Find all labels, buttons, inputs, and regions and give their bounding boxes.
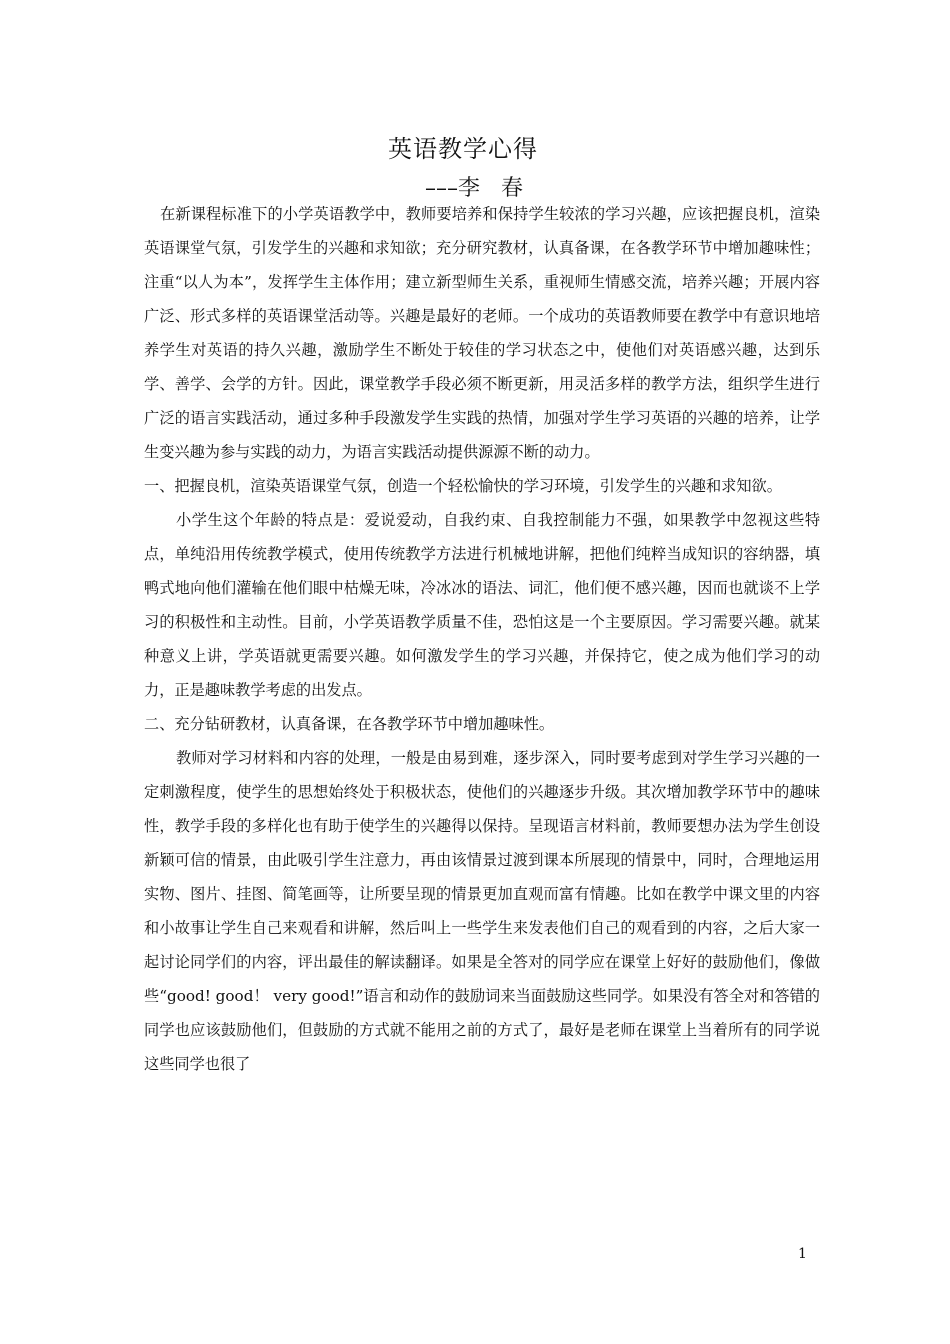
document-body bbox=[144, 197, 820, 1081]
paragraph-section-1: 小学生这个年龄的特点是：爱说爱动，自我约束、自我控制能力不强，如果教学中忽视这些特点，单纯沿用传统教学模式，使用传统教学方法进行机械地讲解，把他们纯粹当成知识的容纳器，填鸭式地向他们灌输在他们眼中枯燥无味，冷冰冰的语法、词汇，他们便不感兴趣，因而也就谈不上学习的积极性和主动性。目前，小学英语教学质量不佳，恐怕这是一个主要原因。学习需要兴趣。就某种意义上讲，学英语就更需要兴趣。如何激发学生的学习兴趣，并保持它，使之成为他们学习的动力，正是趣味教学考虑的出发点。 bbox=[144, 511, 820, 699]
page-number: 1 bbox=[798, 1246, 807, 1262]
document-author: –––李 春 bbox=[425, 176, 523, 201]
paragraph-section-2: 教师对学习材料和内容的处理，一般是由易到难，逐步深入，同时要考虑到对学生学习兴趣的一定刺激程度，使学生的思想始终处于积极状态，使他们的兴趣逐步升级。其次增加教学环节中的趣味性，教学手段的多样化也有助于使学生的兴趣得以保持。呈现语言材料前，教师要想办法为学生创设新颖可信的情景，由此吸引学生注意力，再由该情景过渡到课本所展现的情景中，同时，合理地运用实物、图片、挂图、简笔画等，让所要呈现的情景更加直观而富有情趣。比如在教学中课文里的内容和小故事让学生自己来观看和讲解，然后叫上一些学生来发表他们自己的观看到的内容，之后大家一起讨论同学们的内容，评出最佳的解读翻译。如果是全答对的同学应在课堂上好好的鼓励他们，像做些“good! good！ very good!”语言和动作的鼓励词来当面鼓励这些同学。如果没有答全对和答错的同学也应该鼓励他们，但鼓励的方式就不能用之前的方式了，最好是老师在课堂上当着所有的同学说这些同学也很了 bbox=[144, 749, 820, 1073]
document-title: 英语教学心得 bbox=[388, 135, 538, 163]
section-heading-2: 二、充分钻研教材，认真备课，在各教学环节中增加趣味性。 bbox=[144, 715, 555, 733]
section-heading-1: 一、把握良机，渲染英语课堂气氛，创造一个轻松愉快的学习环境，引发学生的兴趣和求知欲。 bbox=[144, 477, 782, 495]
paragraph-intro: 在新课程标准下的小学英语教学中，教师要培养和保持学生较浓的学习兴趣，应该把握良机，渲染英语课堂气氛，引发学生的兴趣和求知欲；充分研究教材，认真备课，在各教学环节中增加趣味性；注重“以人为本”，发挥学生主体作用；建立新型师生关系，重视师生情感交流，培养兴趣；开展内容广泛、形式多样的英语课堂活动等。兴趣是最好的老师。一个成功的英语教师要在教学中有意识地培养学生对英语的持久兴趣，激励学生不断处于较佳的学习状态之中，使他们对英语感兴趣，达到乐学、善学、会学的方针。因此，课堂教学手段必须不断更新，用灵活多样的教学方法，组织学生进行广泛的语言实践活动，通过多种手段激发学生实践的热情，加强对学生学习英语的兴趣的培养，让学生变兴趣为参与实践的动力，为语言实践活动提供源源不断的动力。 bbox=[144, 205, 820, 461]
